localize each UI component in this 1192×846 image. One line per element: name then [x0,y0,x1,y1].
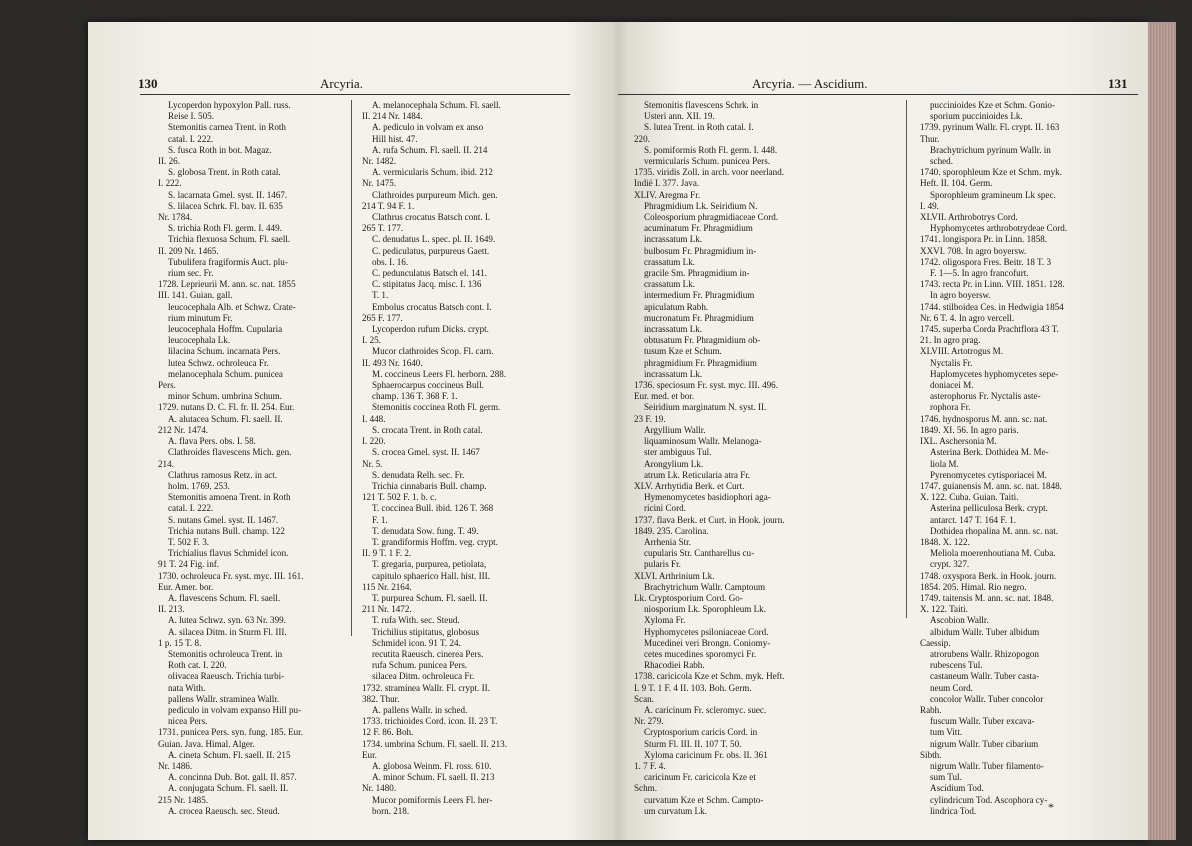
text-line: A. alutacea Schum. Fl. saell. II. [168,413,283,424]
text-line: catal. I. 222. [168,133,214,144]
text-line: crassatum Lk. [644,279,696,290]
text-line: Coleosporium phragmidiaceae Cord. [644,212,779,223]
text-line: T. rufa With. sec. Steud. [372,615,460,626]
text-line: S. lilacea Schrk. Fl. bav. II. 635 [168,200,283,211]
text-line: Xyloma caricinum Fr. obs. II. 361 [644,749,768,760]
text-line: Dothidea rhopalina M. ann. sc. nat. [930,525,1059,536]
text-line: Ascobion Wallr. [930,615,989,626]
text-line: curvatum Kze et Schm. Campto- [644,794,764,805]
text-line: T. purpurea Schum. Fl. saell. II. [372,592,488,603]
text-line: rubescens Tul. [930,660,983,671]
text-line: X. 122. Taiti. [920,604,968,615]
text-line: II. 9 T. 1 F. 2. [362,548,412,559]
text-line: 1741. longispora Pr. in Linn. 1858. [920,234,1048,245]
text-line: 1744. stilboidea Ces. in Hedwigia 1854 [920,301,1064,312]
text-line: Sphaerocarpus coccineus Bull. [372,380,484,391]
text-line: Clathroides flavescens Mich. gen. [168,447,292,458]
text-line: Hyphomycetes arthrobotrydeae Cord. [930,223,1068,234]
text-line: Hymenomycetes basidiophori aga- [644,492,771,503]
text-line: IXL. Aschersonia M. [920,436,997,447]
text-line: 382. Thur. [362,693,400,704]
text-line: 1729. nutans D. C. Fl. fr. II. 254. Eur. [158,402,295,413]
text-line: S. lacarnata Gmel. syst. II. 1467. [168,189,288,200]
text-line: A. concinna Dub. Bot. gall. II. 857. [168,772,297,783]
text-line: castaneum Wallr. Tuber casta- [930,671,1040,682]
left-column-divider [351,100,352,636]
text-line: puccinioides Kze et Schm. Gonio- [930,100,1056,110]
text-line: asterophorus Fr. Nyctalis aste- [930,391,1041,402]
text-line: ster ambiguus Tul. [644,447,712,458]
text-line: I. 9 T. 1 F. 4 II. 103. Boh. Germ. [634,682,752,693]
text-line: A. conjugata Schum. Fl. saell. II. [168,783,289,794]
text-line: acuminatum Fr. Phragmidium [644,223,753,234]
text-line: Trichia cinnabaris Bull. champ. [372,480,487,491]
text-line: atrum Lk. Reticularia atra Fr. [644,469,751,480]
text-line: 1731. punicea Pers. syn. fung. 185. Eur. [158,727,303,738]
text-line: bulbosum Fr. Phragmidium in- [644,245,757,256]
text-line: Argyllium Wallr. [644,424,706,435]
text-line: Eur. [362,749,377,760]
text-line: I. 222. [158,178,182,189]
text-line: phragmidium Fr. Phragmidium [644,357,757,368]
text-line: S. denudata Relh. sec. Fr. [372,469,465,480]
text-line: C. pediculatus, purpureus Gaett. [372,245,490,256]
text-line: Stemonitis carnea Trent. in Roth [168,122,286,133]
text-line: Asterina Berk. Dothidea M. Me- [930,447,1049,458]
text-line: II. 26. [158,156,180,167]
text-line: 214. [158,458,174,469]
text-line: Nr. 1482. [362,156,397,167]
text-line: S. nutans Gmel. syst. II. 1467. [168,514,279,525]
text-line: 1849. XI. 56. In agro paris. [920,424,1019,435]
text-line: 1 p. 15 T. 8. [158,637,202,648]
text-line: 214 T. 94 F. 1. [362,200,415,211]
text-line: Schm. [634,783,657,794]
text-line: Heft. II. 104. Germ. [920,178,993,189]
text-line: M. coccineus Leers Fl. herborn. 288. [372,368,507,379]
text-line: Stemonitis ochroleuca Trent. in [168,648,283,659]
text-line: I. 220. [362,436,386,447]
text-line: Phragmidium Lk. Seiridium N. [644,200,758,211]
text-line: 1854. 205. Himal. Rio negro. [920,581,1027,592]
right-running-head: Arcyria. — Ascidium. [752,76,868,91]
page-block-edge [1148,22,1176,840]
text-line: leucocephala Alb. et Schwz. Crate- [168,301,296,312]
text-line: albidum Wallr. Tuber albidum [930,626,1040,637]
text-line: lindrica Tod. [930,805,977,816]
text-line: A. globosa Weinm. Fl. ross. 610. [372,760,492,771]
text-line: F. 1. [372,514,388,525]
text-line: C. stipitatus Jacq. misc. I. 136 [372,279,482,290]
text-line: A. melanocephala Schum. Fl. saell. [372,100,501,110]
left-running-head: Arcyria. [320,76,363,91]
text-line: I. 49. [920,200,939,211]
text-line: 211 Nr. 1472. [362,604,412,615]
text-line: 1736. speciosum Fr. syst. myc. III. 496. [634,380,778,391]
text-line: 212 Nr. 1474. [158,424,209,435]
left-column-1 [158,100,303,817]
text-line: melanocephala Schum. punicea [168,368,283,379]
right-page [608,22,1148,840]
text-line: obtusatum Fr. Phragmidium ob- [644,335,761,346]
text-line: F. 1—5. In agro francofurt. [930,268,1029,279]
text-line: concolor Wallr. Tuber concolor [930,693,1044,704]
text-line: sum Tul. [930,772,962,783]
text-line: 1745. superba Corda Prachtflora 43 T. [920,324,1059,335]
text-line: Lk. Cryptosporium Cord. Go- [634,592,743,603]
text-line: nigrum Wallr. Tuber cibarium [930,738,1039,749]
left-header-rule [140,94,570,95]
text-line: cylindricum Tod. Ascophora cy- [930,794,1048,805]
text-line: cetes mucedines sporomyci Fr. [644,648,757,659]
text-line: olivacea Raeusch. Trichia turbi- [168,671,285,682]
text-line: Nr. 1486. [158,760,193,771]
left-page-number: 130 [138,76,158,91]
text-line: A. caricinum Fr. scleromyc. suec. [644,704,767,715]
text-line: Nr. 1480. [362,783,397,794]
text-line: A. crocea Raeusch. sec. Steud. [168,805,280,816]
text-line: Mucedinei veri Brongn. Coniomy- [644,637,771,648]
text-line: 1728. Leprieurii M. ann. sc. nat. 1855 [158,279,296,290]
text-line: Seiridium marginatum N. syst. II. [644,402,767,413]
text-line: 1848. X. 122. [920,536,970,547]
text-line: XLVI. Arthrinium Lk. [634,570,715,581]
text-line: Brachytrichum Wallr. Camptoum [644,581,766,592]
text-line: Cryptosporium caricis Cord. in [644,727,758,738]
text-line: Tubulifera fragiformis Auct. plu- [168,256,288,267]
text-line: Meliola moerenhoutiana M. Cuba. [930,548,1056,559]
text-line: X. 122. Cuba. Guian. Taiti. [920,492,1019,503]
text-line: capitulo sphaerico Hall. hist. III. [372,570,490,581]
text-line: Mucor clathroides Scop. Fl. carn. [372,346,494,357]
text-line: Hyphomycetes psiloniaceae Cord. [644,626,769,637]
text-line: 1737. flava Berk. et Curt. in Hook. journ. [634,514,785,525]
text-line: rium minutum Fr. [168,312,233,323]
text-line: Trichia flexuosa Schum. Fl. saell. [168,234,291,245]
text-line: Rabh. [920,704,942,715]
text-line: Nr. 1784. [158,212,193,223]
right-column-1 [634,100,785,817]
text-line: T. 1. [372,290,389,301]
left-column-2 [362,100,507,817]
text-line: vermicularis Schum. punicea Pers. [644,156,771,167]
signature-mark: * [1048,800,1054,814]
text-line: Scan. [634,693,654,704]
text-line: Nyctalis Fr. [930,357,973,368]
text-line: A. flavescens Schum. Fl. saell. [168,592,281,603]
text-line: Clathroides purpureum Mich. gen. [372,189,498,200]
text-line: Guian. Java. Himal. Alger. [158,738,255,749]
text-line: Caessip. [920,637,951,648]
text-line: Sturm Fl. III. II. 107 T. 50. [644,738,742,749]
text-line: T. gregaria, purpurea, petiolata, [372,559,487,570]
text-line: Pers. [158,380,176,391]
text-line: Haplomycetes hyphomycetes sepe- [930,368,1059,379]
text-line: leucocephala Hoffm. Cupularia [168,324,283,335]
text-line: T. grandiformis Hoffm. veg. crypt. [372,536,498,547]
text-line: incrassatum Lk. [644,368,703,379]
text-line: 265 T. 177. [362,223,404,234]
text-line: XLVII. Arthrobotrys Cord. [920,212,1018,223]
text-line: Trichia nutans Bull. champ. 122 [168,525,285,536]
text-line: Rhacodiei Rabh. [644,660,705,671]
text-line: intermedium Fr. Phragmidium [644,290,755,301]
text-line: 1742. oligospora Fres. Beitr. 18 T. 3 [920,256,1052,267]
text-line: silacea Ditm. ochroleuca Fr. [372,671,475,682]
text-line: A. rufa Schum. Fl. saell. II. 214 [372,144,488,155]
text-line: 1748. oxyspora Berk. in Hook. journ. [920,570,1057,581]
text-line: incrassatum Lk. [644,324,703,335]
text-line: 215 Nr. 1485. [158,794,209,805]
text-line: doniacei M. [930,380,974,391]
text-line: 265 F. 177. [362,312,403,323]
text-line: 1730. ochroleuca Fr. syst. myc. III. 161. [158,570,304,581]
text-line: Nr. 6 T. 4. In agro vercell. [920,312,1015,323]
text-line: I. 448. [362,413,386,424]
text-line: S. pomiformis Roth Fl. germ. I. 448. [644,144,778,155]
book-spread [88,22,1148,840]
text-line: Mucor pomiformis Leers Fl. her- [372,794,493,805]
text-line: crassatum Lk. [644,256,696,267]
text-line: catal. I. 222. [168,503,214,514]
text-line: Brachytrichum pyrinum Wallr. in [930,144,1051,155]
text-line: tusum Kze et Schum. [644,346,722,357]
text-line: 121 T. 502 F. 1. b. c. [362,492,437,503]
text-line: S. crocata Trent. in Roth catal. [372,424,483,435]
text-line: lutea Schwz. ochroleuca Fr. [168,357,269,368]
text-line: antarct. 147 T. 164 F. 1. [930,514,1017,525]
text-line: Xyloma Fr. [644,615,686,626]
text-line: Usteri ann. XII. 19. [644,111,715,122]
text-line: Schmidel icon. 91 T. 24. [372,637,461,648]
text-line: recutita Raeusch. cinerea Pers. [372,648,484,659]
text-line: Trichialius flavus Schmidel icon. [168,548,289,559]
text-line: leucocephala Lk. [168,335,231,346]
text-line: In agro boyersw. [930,290,991,301]
text-line: Hill hist. 47. [372,133,418,144]
text-line: rium sec. Fr. [168,268,214,279]
text-line: III. 141. Guian. gall. [158,290,233,301]
text-line: 1849. 235. Carolina. [634,525,709,536]
text-line: Clathrus ramosus Retz. in act. [168,469,278,480]
text-line: A. pallens Wallr. in sched. [372,704,468,715]
text-line: A. lutea Schwz. syn. 63 Nr. 399. [168,615,286,626]
text-line: I. 25. [362,335,381,346]
text-line: Arongylium Lk. [644,458,704,469]
text-line: A. vermicularis Schum. ibid. 212 [372,167,493,178]
text-line: incrassatum Lk. [644,234,703,245]
text-line: XLVIII. Artotrogus M. [920,346,1004,357]
text-line: XLIV. Aregma Fr. [634,189,701,200]
text-line: lilacina Schum. incarnata Pers. [168,346,281,357]
text-line: 1732. straminea Wallr. Fl. crypt. II. [362,682,490,693]
text-line: rophora Fr. [930,402,971,413]
text-line: Embolus crocatus Batsch cont. I. [372,301,492,312]
text-line: liola M. [930,458,959,469]
right-page-number: 131 [1108,76,1128,91]
text-line: Thur. [920,133,940,144]
right-column-divider [906,100,907,618]
text-line: 1743. recta Pr. in Linn. VIII. 1851. 128. [920,279,1065,290]
text-line: 1749. taitensis M. ann. sc. nat. 1848. [920,592,1054,603]
right-header-rule [618,94,1138,95]
text-line: holm. 1769. 253. [168,480,230,491]
text-line: sporium puccinioides Lk. [930,111,1023,122]
text-line: nata With. [168,682,206,693]
text-line: T. coccinea Bull. ibid. 126 T. 368 [372,503,494,514]
text-line: 1746. hydnosporus M. ann. sc. nat. [920,413,1048,424]
text-line: T. 502 F. 3. [168,536,210,547]
text-line: liquaminosum Wallr. Melanoga- [644,436,762,447]
text-line: 21. In agro prag. [920,335,981,346]
text-line: XLV. Arrhytidia Berk. et Curt. [634,480,745,491]
text-line: 220. [634,133,650,144]
text-line: Stemonitis flavescens Schrk. in [644,100,759,110]
text-line: S. globosa Trent. in Roth catal. [168,167,281,178]
text-line: sched. [930,156,953,167]
text-line: Roth cat. I. 220. [168,660,227,671]
text-line: 1738. caricicola Kze et Schm. myk. Heft. [634,671,785,682]
text-line: Indië I. 377. Java. [634,178,700,189]
text-line: Eur. Amer. bor. [158,581,214,592]
text-line: Asterina pelliculosa Berk. crypt. [930,503,1048,514]
text-line: Stemonitis coccinea Roth Fl. germ. [372,402,501,413]
text-line: A. cineta Schum. Fl. saell. II. 215 [168,749,291,760]
text-line: Nr. 279. [634,716,664,727]
text-line: pallens Wallr. straminea Wallr. [168,693,280,704]
text-line: Ascidium Tod. [930,783,984,794]
text-line: Clathrus crocatus Batsch cont. I. [372,212,491,223]
text-line: Reise I. 505. [168,111,214,122]
right-column-2 [920,100,1067,817]
text-line: Sibth. [920,749,942,760]
text-line: II. 213. [158,604,185,615]
text-line: Arrhenia Str. [644,536,691,547]
text-line: S. fusca Roth in bot. Magaz. [168,144,272,155]
text-line: 23 F. 19. [634,413,666,424]
text-line: Lycoperdon hypoxylon Pall. russ. [168,100,291,110]
text-line: 1734. umbrina Schum. Fl. saell. II. 213. [362,738,507,749]
text-line: II. 209 Nr. 1465. [158,245,219,256]
text-line: 1740. sporophleum Kze et Schm. myk. [920,167,1062,178]
text-line: Nr. 5. [362,458,383,469]
text-line: 12 F. 86. Boh. [362,727,414,738]
text-line: Pyrenomycetes cytisporiacei M. [930,469,1047,480]
text-line: Nr. 1475. [362,178,397,189]
text-line: 1739. pyrinum Wallr. Fl. crypt. II. 163 [920,122,1060,133]
left-page [88,22,588,840]
text-line: fuscum Wallr. Tuber excava- [930,716,1035,727]
text-line: gracile Sm. Phragmidium in- [644,268,750,279]
text-line: um curvatum Lk. [644,805,707,816]
text-line: A. pediculo in volvam ex anso [372,122,484,133]
text-line: 115 Nr. 2164. [362,581,412,592]
text-line: niosporium Lk. Sporophleum Lk. [644,604,767,615]
text-line: A. minor Schum. Fl. saell. II. 213 [372,772,495,783]
text-line: XXVI. 708. In agro boyersw. [920,245,1027,256]
text-line: tum Vitt. [930,727,963,738]
text-line: cupularis Str. Cantharellus cu- [644,548,755,559]
text-line: crypt. 327. [930,559,970,570]
text-line: 1735. viridis Zoll. in arch. voor neerland. [634,167,785,178]
text-line: 91 T. 24 Fig. inf. [158,559,220,570]
text-line: 1. 7 F. 4. [634,760,666,771]
text-line: atrorubens Wallr. Rhizopogon [930,648,1039,659]
text-line: nigrum Wallr. Tuber filamento- [930,760,1044,771]
text-line: Trichilius stipitatus, globosus [372,626,480,637]
text-line: 1733. trichioides Cord. icon. II. 23 T. [362,716,498,727]
text-line: C. denudatus L. spec. pl. II. 1649. [372,234,496,245]
text-line: S. lutea Trent. in Roth catal. I. [644,122,754,133]
text-line: pularis Fr. [644,559,681,570]
text-line: pediculo in volvam expanso Hill pu- [168,704,302,715]
text-line: champ. 136 T. 368 F. 1. [372,391,458,402]
text-line: II. 493 Nr. 1640. [362,357,423,368]
text-line: rufa Schum. punicea Pers. [372,660,468,671]
text-line: ricini Cord. [644,503,686,514]
text-line: C. pedunculatus Batsch el. 141. [372,268,487,279]
text-line: mucronatum Fr. Phragmidium [644,312,754,323]
text-line: II. 214 Nr. 1484. [362,111,423,122]
text-line: caricinum Fr. caricicola Kze et [644,772,756,783]
text-line: Stemonitis amoena Trent. in Roth [168,492,291,503]
text-line: A. flava Pers. obs. I. 58. [168,436,256,447]
text-line: Eur. med. et bor. [634,391,695,402]
text-line: Sporophleum gramineum Lk spec. [930,189,1056,200]
text-line: neum Cord. [930,682,973,693]
text-line: apiculatum Rabh. [644,301,709,312]
text-line: obs. I. 16. [372,256,409,267]
text-line: A. silacea Ditm. in Sturm Fl. III. [168,626,287,637]
text-line: minor Schum. umbrina Schum. [168,391,282,402]
text-line: S. crocea Gmel. syst. II. 1467 [372,447,480,458]
text-line: S. trichia Roth Fl. germ. I. 449. [168,223,282,234]
text-line: born. 218. [372,805,410,816]
text-line: T. denudata Sow. fung. T. 49. [372,525,479,536]
text-line: 1747. guianensis M. ann. sc. nat. 1848. [920,480,1062,491]
text-line: nicea Pers. [168,716,208,727]
text-line: Lycoperdon rufum Dicks. crypt. [372,324,489,335]
